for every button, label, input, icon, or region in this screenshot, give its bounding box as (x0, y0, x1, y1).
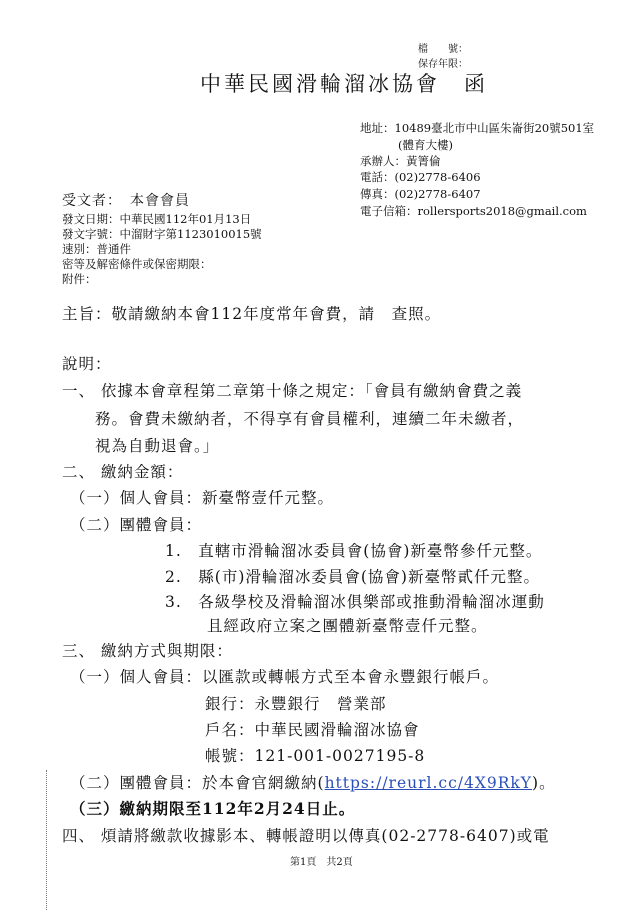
explanation-heading: 說明： (62, 355, 112, 373)
document-title: 中華民國滑輪溜冰協會 函 (200, 72, 488, 96)
recipient: 受文者： 本會會員 (62, 193, 190, 209)
contact-address: 地址：10489臺北市中山區朱崙街20號501室 (360, 121, 595, 135)
payment-link[interactable]: https://reurl.cc/4X9RkY (324, 774, 533, 792)
contact-email: 電子信箱：rollersports2018@gmail.com (360, 204, 587, 218)
page-number: 第1頁 共2頁 (290, 857, 353, 868)
account-name: 戶名：中華民國滑輪溜冰協會 (205, 721, 420, 739)
section-1-line-1: 一、 依據本會章程第二章第十條之規定：「會員有繳納會費之義 (62, 382, 523, 400)
section-2-personal: （一）個人會員：新臺幣壹仟元整。 (70, 489, 335, 507)
file-number-label: 檔 號： (418, 44, 468, 55)
issue-date: 發文日期：中華民國112年01月13日 (62, 212, 252, 226)
delivery-speed: 速別：普通件 (62, 242, 131, 256)
section-2-title: 二、 繳納金額： (62, 463, 184, 481)
section-2-group-item-3-line-1: 3. 各級學校及滑輪溜冰俱樂部或推動滑輪溜冰運動 (165, 593, 545, 611)
section-2-group-item-2: 2. 縣(市)滑輪溜冰委員會(協會)新臺幣貳仟元整。 (165, 568, 540, 586)
section-3-deadline: （三）繳納期限至112年2月24日止。 (70, 799, 356, 818)
section-1-line-3: 視為自動退會。」 (95, 437, 220, 455)
section-4-line-1: 四、 煩請將繳款收據影本、轉帳證明以傳真(02-2778-6407)或電 (62, 827, 550, 845)
contact-phone: 電話：(02)2778-6406 (360, 170, 481, 184)
section-3-group (70, 771, 556, 793)
section-3-group-prefix: （二）團體會員：於本會官網繳納( (70, 774, 325, 792)
section-3-personal: （一）個人會員：以匯款或轉帳方式至本會永豐銀行帳戶。 (70, 668, 500, 686)
contact-fax: 傳真：(02)2778-6407 (360, 187, 481, 201)
document-number: 發文字號：中溜財字第1123010015號 (62, 227, 262, 241)
section-2-group-item-1: 1. 直轄市滑輪溜冰委員會(協會)新臺幣參仟元整。 (165, 542, 543, 560)
section-3-title: 三、 繳納方式與期限： (62, 642, 233, 660)
security-level: 密等及解密條件或保密期限： (62, 257, 212, 271)
section-1-line-2: 務。會費未繳納者，不得享有會員權利，連續二年未繳者， (95, 410, 525, 428)
section-2-group-item-3-line-2: 且經政府立案之團體新臺幣壹仟元整。 (207, 617, 488, 635)
section-2-group: （二）團體會員： (70, 516, 203, 534)
contact-handler: 承辦人：黃箐倫 (360, 154, 441, 168)
section-3-group-suffix: )。 (532, 774, 556, 792)
subject-line: 主旨：敬請繳納本會112年度常年會費，請 查照。 (62, 305, 442, 323)
bank-name: 銀行：永豐銀行 營業部 (205, 695, 387, 713)
retention-period-label: 保存年限： (418, 59, 468, 70)
account-number: 帳號：121-001-0027195-8 (205, 747, 426, 765)
contact-address-building: (體育大樓) (398, 138, 453, 152)
binding-line (46, 770, 47, 910)
attachments: 附件： (62, 272, 97, 286)
